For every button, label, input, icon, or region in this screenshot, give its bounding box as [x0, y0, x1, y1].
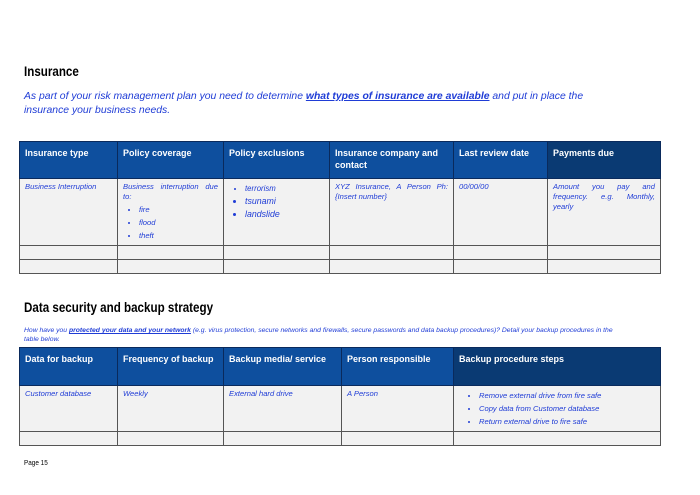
col-data-for-backup: Data for backup [20, 348, 118, 386]
col-frequency: Frequency of backup [118, 348, 224, 386]
col-insurance-company: Insurance company and contact [330, 142, 454, 179]
table-row [20, 432, 661, 446]
procedure-steps-cell[interactable] [454, 386, 661, 432]
col-person-responsible: Person responsible [342, 348, 454, 386]
col-payments-due: Payments due [548, 142, 661, 179]
insurance-intro [24, 90, 584, 118]
steps-list [459, 389, 655, 428]
insurance-type-cell[interactable]: Business Interruption [20, 179, 118, 246]
frequency-cell[interactable]: Weekly [118, 386, 224, 432]
insurance-company-cell[interactable]: XYZ Insurance, A Person Ph: {Insert number} [330, 179, 454, 246]
empty-cell[interactable] [20, 432, 118, 446]
page-number: Page 15 [24, 458, 48, 467]
empty-cell[interactable] [118, 260, 224, 274]
coverage-list [123, 203, 218, 242]
backup-header-row [20, 348, 661, 386]
insurance-table [19, 141, 661, 274]
list-item: • flood [139, 216, 218, 229]
payments-due-cell[interactable]: Amount you pay and frequency. e.g. Monthly, yearly [548, 179, 661, 246]
list-item: • theft [139, 229, 218, 242]
data-for-backup-cell[interactable]: Customer database [20, 386, 118, 432]
col-last-review: Last review date [454, 142, 548, 179]
empty-cell[interactable] [118, 246, 224, 260]
empty-cell[interactable] [342, 432, 454, 446]
protect-data-link[interactable]: protected your data and your network [68, 327, 191, 334]
backup-media-cell[interactable]: External hard drive [224, 386, 342, 432]
empty-cell[interactable] [454, 432, 661, 446]
exclusions-list [229, 182, 324, 221]
table-row [20, 386, 661, 432]
col-procedure-steps: Backup procedure steps [454, 348, 661, 386]
insurance-heading: Insurance [24, 64, 79, 79]
intro-text-end: (e.g. virus protection, secure networks and firewalls, secure passwords and data backup procedures)? Detail your backup procedures in the table below. [24, 327, 613, 343]
empty-cell[interactable] [224, 260, 330, 274]
backup-table [19, 347, 661, 446]
intro-text: As part of your risk management plan you need to determine [24, 91, 306, 102]
intro-text: How have you [24, 327, 69, 334]
list-item: • landslide [245, 208, 324, 221]
insurance-header-row [20, 142, 661, 179]
empty-cell[interactable] [330, 260, 454, 274]
coverage-text: Business interruption due to: [123, 182, 218, 201]
intro-text-end: and put in place the insurance your business needs. [24, 91, 584, 116]
list-item: • Remove external drive from fire safe [479, 389, 655, 402]
empty-cell[interactable] [330, 246, 454, 260]
list-item: • Copy data from Customer database [479, 402, 655, 415]
empty-cell[interactable] [224, 432, 342, 446]
empty-cell[interactable] [454, 260, 548, 274]
list-item: • terrorism [245, 182, 324, 195]
last-review-cell[interactable]: 00/00/00 [454, 179, 548, 246]
insurance-types-link[interactable]: what types of insurance are available [305, 91, 490, 102]
empty-cell[interactable] [118, 432, 224, 446]
table-row [20, 260, 661, 274]
col-backup-media: Backup media/ service [224, 348, 342, 386]
table-row [20, 179, 661, 246]
list-item: • Return external drive to fire safe [479, 415, 655, 428]
col-policy-exclusions: Policy exclusions [224, 142, 330, 179]
col-policy-coverage: Policy coverage [118, 142, 224, 179]
policy-coverage-cell[interactable] [118, 179, 224, 246]
table-row [20, 246, 661, 260]
empty-cell[interactable] [548, 246, 661, 260]
col-insurance-type: Insurance type [20, 142, 118, 179]
list-item: • fire [139, 203, 218, 216]
empty-cell[interactable] [20, 260, 118, 274]
policy-exclusions-cell[interactable] [224, 179, 330, 246]
empty-cell[interactable] [454, 246, 548, 260]
empty-cell[interactable] [20, 246, 118, 260]
empty-cell[interactable] [548, 260, 661, 274]
backup-intro [24, 326, 624, 344]
person-responsible-cell[interactable]: A Person [342, 386, 454, 432]
empty-cell[interactable] [224, 246, 330, 260]
list-item: • tsunami [245, 195, 324, 208]
backup-heading: Data security and backup strategy [24, 300, 214, 315]
